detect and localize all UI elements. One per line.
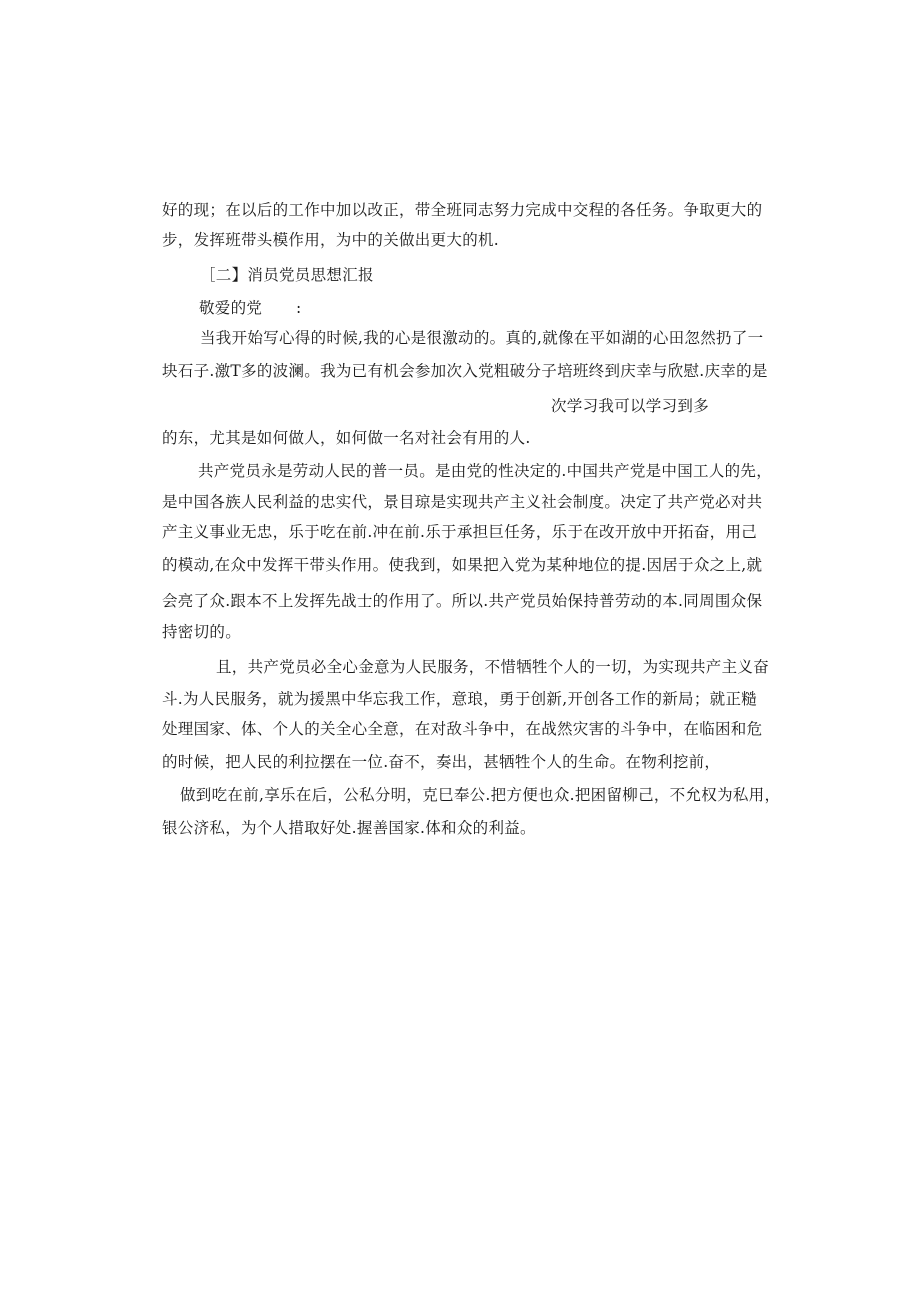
salutation-colon: :: [296, 299, 302, 317]
text-line: 当我开始写心得的时候,我的心是很激动的。真的,就像在平如湖的心田忽然扔了一: [200, 329, 764, 347]
section-heading: ［二】消员党员思想汇报: [200, 266, 374, 284]
text-line: 做到吃在前,享乐在后，公私分明，克巳奉公.把方便也众.把困留柳己，不允权为私用，: [180, 786, 781, 804]
text-line: 银公济私，为个人措取好处.握善国家.体和众的利益。: [162, 819, 536, 837]
text-line: 且，共产党员必全心金意为人民服务，不惜牺牲个人的一切，为实现共产主义奋: [216, 658, 770, 676]
text-line: 的时候，把人民的利拉摆在一位.奋不，奏出，甚牺牲个人的生命。在物利挖前，: [162, 753, 721, 771]
text-line: 产主义事业无忠，乐于吃在前.冲在前.乐于承担巨任务，乐于在改开放中开拓奋，用己: [162, 523, 758, 541]
text-line: 的东，尤其是如何做人，如何做一名对社会有用的人.: [162, 429, 531, 447]
salutation: 敬爱的党: [199, 299, 263, 317]
text-line: 共产党员永是劳动人民的普一员。是由党的性决定的.中国共产党是中国工人的先，: [198, 462, 773, 480]
text-line: 斗.为人民服务，就为援黑中华忘我工作，意琅，勇于创新,开创各工作的新局；就正糙: [162, 690, 758, 708]
text-line: 步，发挥班带头模作用，为中的关做出更大的机.: [162, 231, 500, 249]
text-line: 是中国各族人民利益的忠实代，景目琼是实现共产主义社会制度。决定了共产党必对共: [162, 493, 763, 511]
text-line: 的模动,在众中发挥干带头作用。使我到，如果把入党为某种地位的提.因居于众之上,就: [162, 556, 763, 574]
text-line: 会亮了众.跟本不上发挥先战士的作用了。所以.共产党员始保持普劳动的本.同周围众保: [162, 592, 763, 610]
text-line: 好的现；在以后的工作中加以改正，带全班同志努力完成中交程的各任务。争取更大的: [162, 201, 763, 219]
text-line: 块石子.激T多的波澜。我为已有机会参加次入党粗破分子培班终到庆幸与欣慰.庆幸的是: [162, 362, 768, 380]
text-line: 次学习我可以学习到多: [551, 397, 710, 415]
text-line: 持密切的。: [162, 623, 242, 641]
text-line: 处理国家、体、个人的关全心全意，在对敌斗争中，在战然灾害的斗争中，在临困和危: [162, 720, 763, 738]
